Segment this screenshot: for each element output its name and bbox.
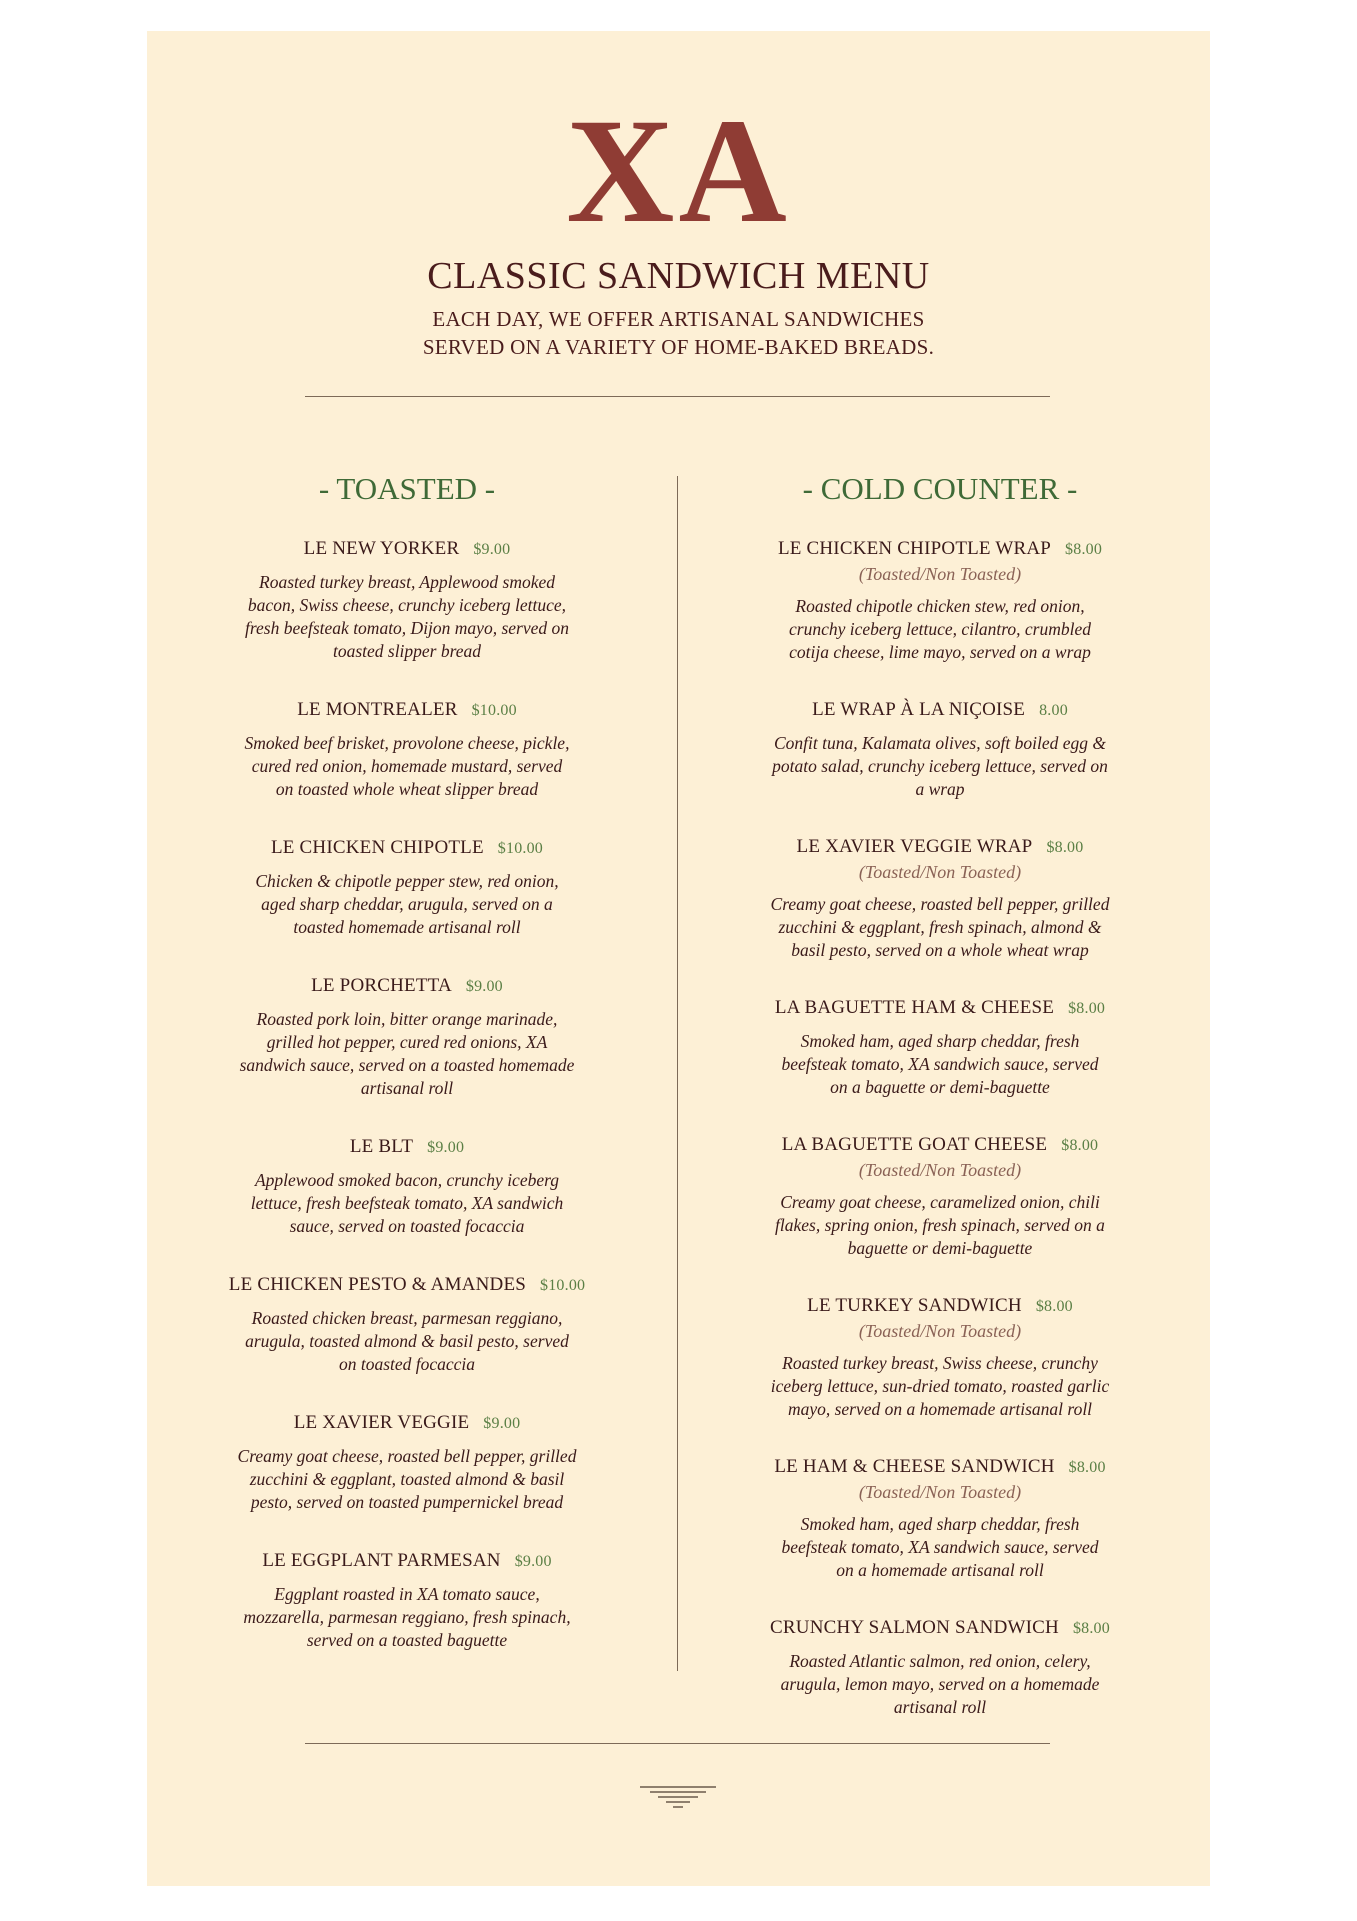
description-line: zucchini & eggplant, toasted almond & basil	[249, 1469, 565, 1489]
menu-item-description	[217, 1583, 597, 1652]
menu-item-price: $8.00	[1072, 1620, 1110, 1637]
menu-item-heading	[745, 1616, 1135, 1641]
menu-item-price: $8.00	[1061, 1137, 1099, 1154]
subtitle-line-2: SERVED ON A VARIETY OF HOME-BAKED BREADS.	[422, 335, 935, 359]
menu-item-name: LE PORCHETTA	[311, 975, 452, 996]
menu-item-name: LA BAGUETTE GOAT CHEESE	[781, 1134, 1048, 1155]
description-line: Roasted turkey breast, Swiss cheese, crunchy	[782, 1353, 1098, 1373]
description-line: potato salad, crunchy iceberg lettuce, served on	[772, 756, 1108, 776]
menu-item-heading	[745, 537, 1135, 562]
menu-item-price: $8.00	[1065, 541, 1103, 558]
description-line: mayo, served on a homemade artisanal roll	[787, 1399, 1093, 1419]
menu-item-price: $10.00	[497, 840, 543, 857]
menu-item-heading	[745, 698, 1135, 723]
menu-item-price: $8.00	[1046, 839, 1084, 856]
menu-item-price: $8.00	[1068, 1459, 1106, 1476]
description-line: artisanal roll	[893, 1697, 987, 1717]
menu-item-name: LE CHICKEN CHIPOTLE	[271, 837, 484, 858]
description-line: on a homemade artisanal roll	[836, 1560, 1044, 1580]
menu-item	[217, 1273, 597, 1376]
menu-item-price: $9.00	[473, 541, 511, 558]
menu-item	[745, 1616, 1135, 1719]
page-title: CLASSIC SANDWICH MENU	[427, 255, 930, 297]
menu-item	[745, 1455, 1135, 1582]
description-line: toasted homemade artisanal roll	[293, 917, 521, 937]
menu-item-description	[745, 1352, 1135, 1421]
description-line: sandwich sauce, served on a toasted homemade	[239, 1055, 575, 1075]
menu-item-heading	[217, 537, 597, 562]
menu-item-name: LE NEW YORKER	[303, 538, 460, 559]
description-line: beefsteak tomato, XA sandwich sauce, served	[781, 1054, 1099, 1074]
menu-item	[745, 537, 1135, 664]
menu-item-description	[217, 571, 597, 663]
description-line: Applewood smoked bacon, crunchy iceberg	[254, 1170, 560, 1190]
menu-item	[745, 698, 1135, 801]
toasted-column	[217, 471, 597, 1687]
menu-item	[745, 1294, 1135, 1421]
description-line: a wrap	[915, 779, 965, 799]
menu-item-name: LE CHICKEN PESTO & AMANDES	[228, 1274, 527, 1295]
description-line: Roasted Atlantic salmon, red onion, celery,	[789, 1651, 1091, 1671]
menu-item-description	[745, 1191, 1135, 1260]
menu-item-name: LE BLT	[349, 1136, 414, 1157]
menu-item-price: 8.00	[1039, 702, 1068, 719]
menu-item-heading	[217, 1273, 597, 1298]
menu-item-note: (Toasted/Non Toasted)	[858, 862, 1022, 882]
description-line: arugula, toasted almond & basil pesto, served	[245, 1331, 569, 1351]
menu-item-price: $9.00	[427, 1139, 465, 1156]
menu-item	[217, 974, 597, 1100]
description-line: served on a toasted baguette	[306, 1630, 508, 1650]
menu-item	[745, 996, 1135, 1099]
description-line: zucchini & eggplant, fresh spinach, almond &	[778, 917, 1102, 937]
description-line: Chicken & chipotle pepper stew, red onion,	[255, 871, 559, 891]
menu-item-description	[745, 893, 1135, 962]
column-divider	[677, 476, 678, 1671]
description-line: artisanal roll	[360, 1078, 454, 1098]
menu-item-description	[217, 1445, 597, 1514]
subtitle	[147, 305, 1210, 361]
description-line: on toasted focaccia	[338, 1354, 476, 1374]
logo: XA	[566, 88, 791, 254]
menu-item-price: $9.00	[483, 1415, 521, 1432]
menu-item	[217, 836, 597, 939]
toasted-items	[217, 537, 597, 1652]
bottom-divider	[305, 1743, 1050, 1744]
menu-item-name: LE XAVIER VEGGIE	[293, 1412, 470, 1433]
menu-item	[217, 537, 597, 663]
description-line: bacon, Swiss cheese, crunchy iceberg lettuce,	[247, 595, 567, 615]
menu-item-heading	[217, 836, 597, 861]
menu-item-heading	[745, 1455, 1135, 1480]
description-line: Roasted pork loin, bitter orange marinade,	[256, 1009, 558, 1029]
menu-item-note: (Toasted/Non Toasted)	[858, 1321, 1022, 1341]
menu-item-description	[217, 870, 597, 939]
menu-item	[217, 698, 597, 801]
menu-item-price: $8.00	[1035, 1298, 1073, 1315]
description-line: arugula, lemon mayo, served on a homemade	[780, 1674, 1100, 1694]
description-line: lettuce, fresh beefsteak tomato, XA sandwich	[250, 1193, 564, 1213]
menu-item-heading	[217, 974, 597, 999]
menu-item-name: CRUNCHY SALMON SANDWICH	[770, 1617, 1059, 1638]
menu-item-price: $9.00	[514, 1553, 552, 1570]
description-line: flakes, spring onion, fresh spinach, served on a	[775, 1215, 1105, 1235]
description-line: mozzarella, parmesan reggiano, fresh spinach,	[243, 1607, 571, 1627]
menu-item-heading	[745, 996, 1135, 1021]
menu-item-description	[745, 1030, 1135, 1099]
description-line: Creamy goat cheese, roasted bell pepper, grilled	[770, 894, 1110, 914]
description-line: Smoked ham, aged sharp cheddar, fresh	[800, 1514, 1080, 1534]
menu-item-note: (Toasted/Non Toasted)	[858, 1160, 1022, 1180]
menu-item	[745, 1133, 1135, 1260]
menu-item-price: $8.00	[1068, 1000, 1106, 1017]
description-line: Confit tuna, Kalamata olives, soft boiled egg &	[773, 733, 1106, 753]
menu-item	[217, 1411, 597, 1514]
description-line: iceberg lettuce, sun-dried tomato, roasted garlic	[770, 1376, 1110, 1396]
description-line: Roasted chicken breast, parmesan reggiano,	[251, 1308, 563, 1328]
menu-item-description	[217, 1008, 597, 1100]
description-line: Smoked ham, aged sharp cheddar, fresh	[800, 1031, 1080, 1051]
description-line: sauce, served on toasted focaccia	[289, 1216, 525, 1236]
menu-item-heading	[745, 1294, 1135, 1319]
description-line: Roasted turkey breast, Applewood smoked	[259, 572, 555, 592]
menu-item-heading	[745, 835, 1135, 860]
menu-item-name: LE WRAP À LA NIÇOISE	[812, 699, 1026, 720]
menu-item-name: LA BAGUETTE HAM & CHEESE	[774, 997, 1055, 1018]
description-line: pesto, served on toasted pumpernickel bread	[250, 1492, 564, 1512]
menu-item	[745, 835, 1135, 962]
menu-item-description	[745, 595, 1135, 664]
menu-item-price: $10.00	[471, 702, 517, 719]
description-line: toasted slipper bread	[332, 641, 482, 661]
wheat-lines-icon	[640, 1783, 716, 1813]
cold-counter-column	[745, 471, 1135, 1753]
menu-item-heading	[217, 1549, 597, 1574]
menu-item-note: (Toasted/Non Toasted)	[858, 564, 1022, 584]
description-line: cotija cheese, lime mayo, served on a wrap	[789, 642, 1091, 662]
menu-item	[217, 1135, 597, 1238]
menu-item-description	[217, 1169, 597, 1238]
description-line: Creamy goat cheese, caramelized onion, chili	[780, 1192, 1100, 1212]
menu-item	[217, 1549, 597, 1652]
description-line: fresh beefsteak tomato, Dijon mayo, served on	[244, 618, 569, 638]
menu-item-name: LE CHICKEN CHIPOTLE WRAP	[777, 538, 1052, 559]
menu-item-heading	[217, 1135, 597, 1160]
description-line: Roasted chipotle chicken stew, red onion,	[795, 596, 1085, 616]
menu-item-name: LE XAVIER VEGGIE WRAP	[796, 836, 1033, 857]
menu-item-description	[745, 1513, 1135, 1582]
menu-item-price: $10.00	[540, 1277, 586, 1294]
menu-item-description	[217, 1307, 597, 1376]
menu-item-price: $9.00	[465, 978, 503, 995]
menu-item-description	[217, 732, 597, 801]
cold-items	[745, 537, 1135, 1719]
subtitle-line-1: EACH DAY, WE OFFER ARTISANAL SANDWICHES	[432, 307, 925, 331]
menu-item-name: LE MONTREALER	[297, 699, 458, 720]
description-line: basil pesto, served on a whole wheat wrap	[791, 940, 1089, 960]
description-line: beefsteak tomato, XA sandwich sauce, served	[781, 1537, 1099, 1557]
menu-item-description	[745, 1650, 1135, 1719]
menu-item-heading	[745, 1133, 1135, 1158]
menu-item-name: LE HAM & CHEESE SANDWICH	[774, 1456, 1055, 1477]
section-title-cold-counter: - COLD COUNTER -	[802, 471, 1078, 506]
description-line: Eggplant roasted in XA tomato sauce,	[274, 1584, 540, 1604]
description-line: crunchy iceberg lettuce, cilantro, crumbled	[789, 619, 1091, 639]
description-line: Smoked beef brisket, provolone cheese, pickle,	[244, 733, 570, 753]
description-line: aged sharp cheddar, arugula, served on a	[261, 894, 553, 914]
description-line: on toasted whole wheat slipper bread	[275, 779, 539, 799]
menu-item-name: LE EGGPLANT PARMESAN	[262, 1550, 501, 1571]
menu-sheet	[147, 31, 1210, 1886]
description-line: baguette or demi-baguette	[847, 1238, 1033, 1258]
menu-item-description	[745, 732, 1135, 801]
description-line: cured red onion, homemade mustard, served	[251, 756, 563, 776]
menu-item-heading	[217, 1411, 597, 1436]
menu-item-name: LE TURKEY SANDWICH	[807, 1295, 1022, 1316]
section-title-toasted: - TOASTED -	[318, 471, 496, 506]
description-line: on a baguette or demi-baguette	[830, 1077, 1050, 1097]
description-line: Creamy goat cheese, roasted bell pepper, grilled	[237, 1446, 577, 1466]
menu-item-heading	[217, 698, 597, 723]
top-divider	[305, 396, 1050, 397]
menu-item-note: (Toasted/Non Toasted)	[858, 1482, 1022, 1502]
description-line: grilled hot pepper, cured red onions, XA	[266, 1032, 548, 1052]
